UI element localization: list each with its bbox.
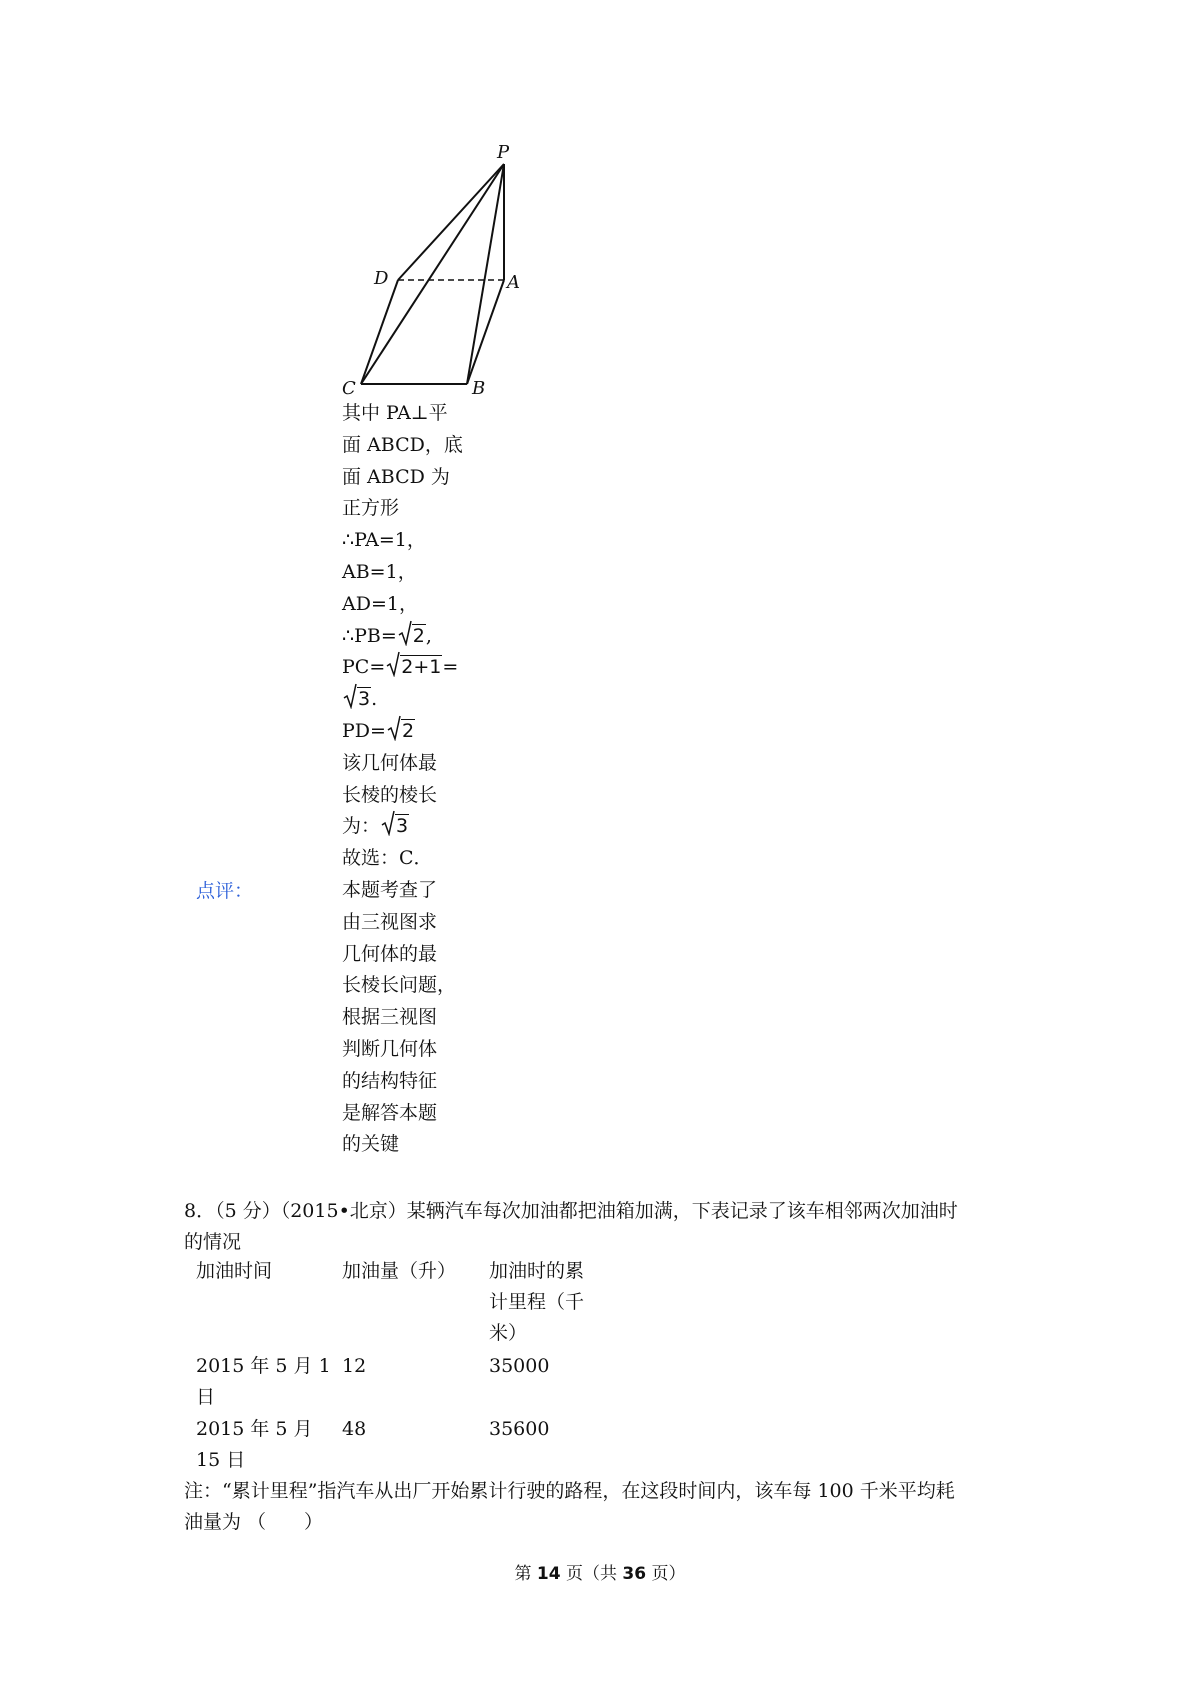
solution-line: AD=1， — [342, 592, 418, 615]
pc-prefix: PC= — [342, 656, 386, 679]
table-cell: 2015 年 5 月 — [196, 1418, 313, 1440]
solution-line: AB=1， — [342, 560, 417, 583]
comment-line: 是解答本题 — [342, 1101, 438, 1124]
footer-mid: 页（共 — [560, 1564, 623, 1584]
pc2-suffix: . — [371, 688, 378, 711]
radical-sign-icon — [386, 651, 400, 677]
radicand: 2 — [412, 624, 425, 647]
longest-line: 该几何体最 — [342, 751, 438, 774]
comment-line: 由三视图求 — [342, 910, 438, 933]
answer-line — [342, 811, 472, 843]
comment-line: 根据三视图 — [342, 1006, 438, 1029]
pc-suffix: = — [442, 656, 459, 679]
sqrt-expression — [398, 621, 426, 653]
solution-line: ∴PA=1， — [342, 529, 426, 552]
comment-label: 点评： — [196, 880, 254, 902]
pb-prefix: ∴PB= — [342, 624, 397, 647]
radical-sign-icon — [387, 715, 401, 741]
table-header: 计里程（千 — [489, 1291, 585, 1313]
pb-line — [342, 621, 472, 653]
table-header: 米） — [489, 1322, 528, 1344]
pyramid-diagram — [336, 142, 546, 399]
comment-line: 的结构特征 — [342, 1069, 438, 1092]
edge-cd — [361, 280, 398, 384]
table-cell: 日 — [196, 1386, 216, 1408]
comment-line: 的关键 — [342, 1133, 400, 1156]
pyramid-figure — [336, 142, 546, 399]
question-stem-line: 的情况 — [184, 1231, 242, 1253]
choice-line: 故选：C． — [342, 847, 433, 870]
solution-line: 面 ABCD，底 — [342, 433, 463, 456]
vertex-label-c: C — [342, 378, 356, 399]
pc-result-line — [342, 684, 472, 716]
note-line: 注：“累计里程”指汽车从出厂开始累计行驶的路程，在这段时间内，该车每 100 千米平均耗 — [184, 1480, 955, 1502]
table-header: 加油量（升） — [342, 1260, 457, 1282]
comment-line: 几何体的最 — [342, 942, 438, 965]
solution-line: 正方形 — [342, 497, 400, 520]
table-cell: 35600 — [489, 1418, 550, 1440]
sqrt-expression — [381, 811, 409, 843]
edge-ab — [467, 280, 504, 384]
table-header: 加油时的累 — [489, 1260, 585, 1282]
table-cell: 12 — [342, 1355, 367, 1377]
note-line: 油量为 （ ） — [184, 1511, 324, 1533]
radical-sign-icon — [343, 683, 357, 709]
sqrt-expression — [387, 716, 415, 748]
comment-line: 本题考查了 — [342, 878, 438, 901]
table-cell: 15 日 — [196, 1449, 246, 1471]
footer-page-number: 14 — [536, 1564, 561, 1584]
comment-line: 长棱长问题， — [342, 974, 457, 997]
comment-line: 判断几何体 — [342, 1037, 438, 1060]
vertex-label-b: B — [472, 378, 486, 399]
vertex-label-a: A — [507, 272, 520, 293]
table-cell: 2015 年 5 月 1 — [196, 1355, 331, 1377]
solution-line: 面 ABCD 为 — [342, 465, 450, 488]
radical-sign-icon — [381, 810, 395, 836]
footer-total-pages: 36 — [622, 1564, 647, 1584]
answer-prefix: 为： — [342, 815, 381, 838]
footer-prefix: 第 — [514, 1564, 537, 1584]
question-stem-line: 8．（5 分）（2015•北京）某辆汽车每次加油都把油箱加满，下表记录了该车相邻两次加油时 — [184, 1200, 958, 1222]
vertex-label-p: P — [497, 142, 510, 163]
vertex-label-d: D — [374, 268, 389, 289]
radicand: 3 — [396, 815, 409, 838]
question-note — [184, 1476, 1044, 1538]
table-header: 加油时间 — [196, 1260, 273, 1282]
longest-line: 长棱的棱长 — [342, 783, 438, 806]
solution-line: 其中 PA⊥平 — [342, 402, 448, 424]
radicand: 2+1 — [401, 656, 442, 679]
sqrt-expression — [386, 652, 442, 684]
solution-column — [342, 398, 472, 1161]
table-cell: 48 — [342, 1418, 367, 1440]
radical-sign-icon — [398, 620, 412, 646]
pd-line — [342, 716, 472, 748]
footer-suffix: 页） — [646, 1564, 686, 1584]
radicand: 3 — [358, 688, 371, 711]
question-stem — [184, 1196, 1044, 1258]
pb-suffix: , — [425, 624, 432, 647]
sqrt-expression — [343, 684, 371, 716]
page-footer — [0, 1559, 1200, 1584]
pd-prefix: PD= — [342, 719, 386, 742]
radicand: 2 — [401, 719, 415, 742]
table-cell: 35000 — [489, 1355, 550, 1377]
pc-line — [342, 652, 472, 684]
